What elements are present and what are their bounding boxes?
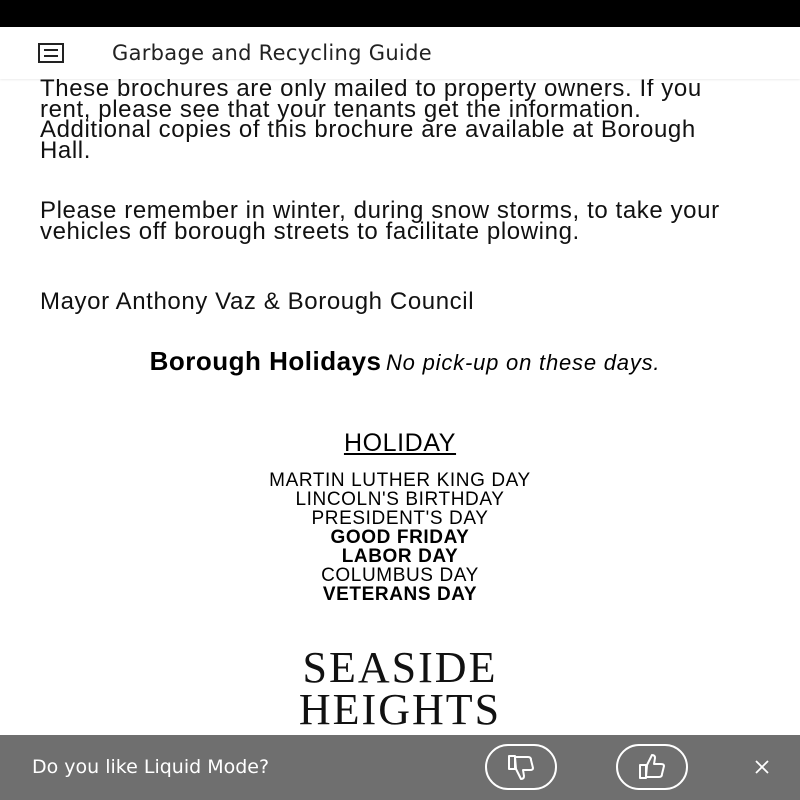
holidays-title: Borough Holidays [149,346,382,376]
feedback-question: Do you like Liquid Mode? [32,756,270,778]
holiday-item: VETERANS DAY [322,584,478,605]
document-content[interactable] [0,79,800,735]
holidays-note: No pick-up on these days. [385,350,661,375]
close-icon [755,760,769,774]
holiday-item: MARTIN LUTHER KING DAY [269,470,531,491]
holiday-item: PRESIDENT'S DAY [311,508,489,529]
thumbs-up-button[interactable] [616,744,688,790]
app-header [0,27,800,79]
holiday-list [0,471,800,604]
town-name [0,643,800,734]
holiday-item: GOOD FRIDAY [330,527,470,548]
intro-paragraph: These brochures are only mailed to property owners. If you rent, please see that your tenants get the information. Additional copies of this brochure are available at Borough Hall. [40,79,702,164]
holiday-item: COLUMBUS DAY [321,565,479,586]
thumbs-down-button[interactable] [485,744,557,790]
thumbs-down-icon [506,753,536,781]
thumbs-up-icon [637,753,667,781]
feedback-bar [0,735,800,800]
document-outline-icon[interactable] [38,38,86,68]
page-title: Garbage and Recycling Guide [112,41,432,65]
holidays-heading [40,346,770,378]
close-button[interactable] [750,755,774,779]
holiday-item: LABOR DAY [341,546,459,567]
signoff: Mayor Anthony Vaz & Borough Council [40,288,475,315]
town-name-line-2: HEIGHTS [298,685,502,734]
holiday-column-header: HOLIDAY [343,429,457,457]
holiday-item: LINCOLN'S BIRTHDAY [295,489,505,510]
status-bar [0,0,800,27]
winter-paragraph: Please remember in winter, during snow storms, to take your vehicles off borough streets to facilitate plowing. [40,197,720,245]
town-name-line-1: SEASIDE [302,643,498,692]
